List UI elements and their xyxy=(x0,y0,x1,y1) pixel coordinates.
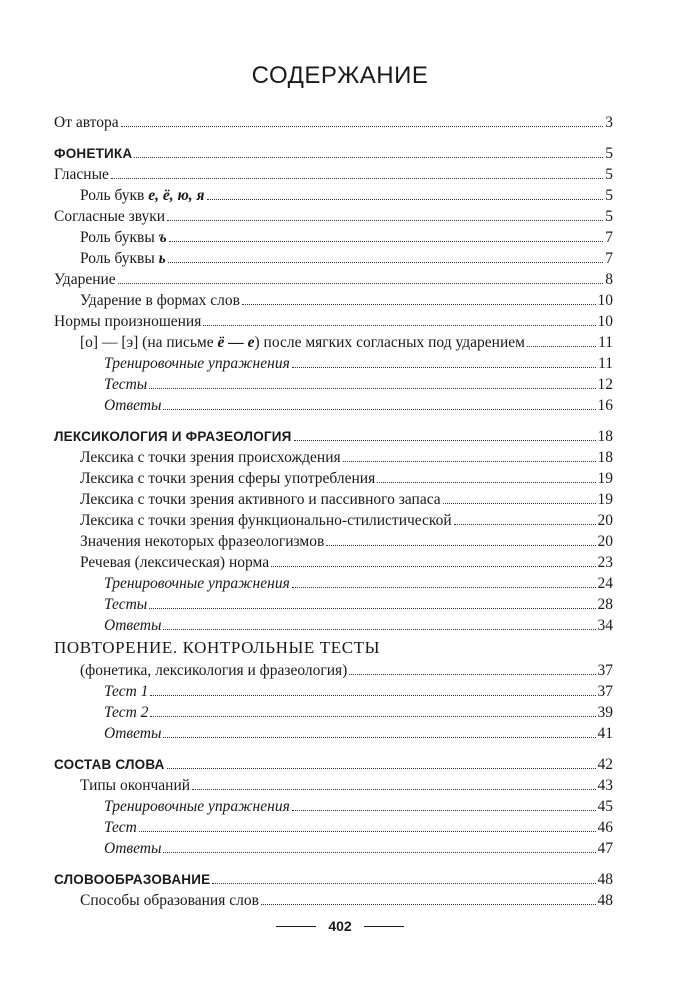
toc-entry-text: [о] — [э] (на письме ё — е) после мягких согласных под ударением xyxy=(80,334,525,351)
toc-entry-text: Гласные xyxy=(54,166,109,183)
toc-entry-trenirovochnye-2 xyxy=(54,573,613,594)
leader-dots xyxy=(443,503,596,504)
toc-entry-text: Лексика с точки зрения функционально-стилистической xyxy=(80,512,452,529)
toc-entry-text: Роль букв е, ё, ю, я xyxy=(80,187,205,204)
footer-rule-left xyxy=(276,926,316,927)
leader-dots xyxy=(207,199,604,200)
toc-entry-text: Ответы xyxy=(104,617,162,634)
page-footer xyxy=(0,918,680,934)
toc-section-sostav-slova xyxy=(54,754,613,775)
leader-dots xyxy=(134,157,603,158)
leader-dots xyxy=(163,409,595,410)
toc-entry-page: 5 xyxy=(605,166,613,183)
toc-entry-page: 19 xyxy=(597,491,613,508)
toc-entry-text: Нормы произношения xyxy=(54,313,202,330)
toc-entry-text: Тест 2 xyxy=(104,704,149,721)
leader-dots xyxy=(169,241,603,242)
toc-entry-test-2 xyxy=(54,702,613,723)
toc-entry-text: Лексика с точки зрения сферы употребления xyxy=(80,470,376,487)
toc-entry-page: 45 xyxy=(597,798,613,815)
toc-entry-page: 5 xyxy=(605,208,613,225)
toc-section-povtorenie: ПОВТОРЕНИЕ. КОНТРОЛЬНЫЕ ТЕСТЫ xyxy=(54,638,381,657)
toc-entry-text: Ударение xyxy=(54,271,116,288)
toc-entry-text: (фонетика, лексикология и фразеология) xyxy=(80,662,348,679)
leader-dots xyxy=(454,524,596,525)
toc-entry-sposoby xyxy=(54,890,613,911)
toc-entry-text: Типы окончаний xyxy=(80,777,191,794)
toc-entry-testy xyxy=(54,374,613,395)
leader-dots xyxy=(121,126,604,127)
toc-entry-ot-avtora xyxy=(54,112,613,133)
toc-entry-page: 11 xyxy=(598,355,613,372)
toc-entry-text: От автора xyxy=(54,114,119,131)
toc-entry-page: 18 xyxy=(597,428,613,445)
toc-entry-text: Ударение в формах слов xyxy=(80,292,240,309)
toc-entry-page: 46 xyxy=(597,819,613,836)
leader-dots xyxy=(150,716,595,717)
toc-entry-stilistika xyxy=(54,510,613,531)
toc-entry-text: Тренировочные упражнения xyxy=(104,798,290,815)
toc-entry-rol-bukvy-myagky xyxy=(54,248,613,269)
toc-entry-page: 47 xyxy=(597,840,613,857)
toc-entry-otvety-3 xyxy=(54,723,613,744)
leader-dots xyxy=(149,608,595,609)
toc-entry-page: 5 xyxy=(605,187,613,204)
toc-entry-page: 16 xyxy=(597,397,613,414)
toc-entry-udarenie xyxy=(54,269,613,290)
toc-entry-page: 48 xyxy=(597,871,613,888)
toc-entry-text: Роль буквы ь xyxy=(80,250,166,267)
toc-entry-text: Тренировочные упражнения xyxy=(104,355,290,372)
toc-entry-sfera xyxy=(54,468,613,489)
toc-entry-trenirovochnye xyxy=(54,353,613,374)
toc-entry-otvety-4 xyxy=(54,838,613,859)
leader-dots xyxy=(292,810,596,811)
leader-dots xyxy=(377,482,595,483)
leader-dots xyxy=(118,283,604,284)
toc-section-slovoobrazovanie xyxy=(54,869,613,890)
footer-rule-right xyxy=(364,926,404,927)
leader-dots xyxy=(163,852,595,853)
toc-entry-page: 20 xyxy=(597,533,613,550)
toc-entry-otvety xyxy=(54,395,613,416)
toc-entry-norma xyxy=(54,552,613,573)
toc-entry-frazeologizmy xyxy=(54,531,613,552)
leader-dots xyxy=(343,461,596,462)
leader-dots xyxy=(292,367,596,368)
toc-entry-testy-2 xyxy=(54,594,613,615)
leader-dots xyxy=(167,768,596,769)
leader-dots xyxy=(349,674,595,675)
toc-entry-page: 42 xyxy=(597,756,613,773)
toc-entry-page: 3 xyxy=(605,114,613,131)
toc-entry-text: Способы образования слов xyxy=(80,892,259,909)
toc-entry-otvety-2 xyxy=(54,615,613,636)
toc-entry-text: Тесты xyxy=(104,596,148,613)
leader-dots xyxy=(203,325,595,326)
leader-dots xyxy=(527,346,596,347)
toc-entry-text: Ответы xyxy=(104,840,162,857)
toc-entry-page: 20 xyxy=(597,512,613,529)
leader-dots xyxy=(150,695,595,696)
toc-section-title: ФОНЕТИКА xyxy=(54,146,133,161)
toc-entry-page: 28 xyxy=(597,596,613,613)
leader-dots xyxy=(163,737,595,738)
toc-entry-page: 7 xyxy=(605,229,613,246)
toc-entry-page: 7 xyxy=(605,250,613,267)
toc-entry-page: 24 xyxy=(597,575,613,592)
toc-entry-text: Роль буквы ъ xyxy=(80,229,167,246)
toc-entry-text: Лексика с точки зрения происхождения xyxy=(80,449,341,466)
toc-entry-page: 41 xyxy=(597,725,613,742)
toc-entry-page: 34 xyxy=(597,617,613,634)
toc-entry-proiskhozhdenie xyxy=(54,447,613,468)
toc-entry-page: 39 xyxy=(597,704,613,721)
leader-dots xyxy=(271,566,595,567)
toc-entry-page: 12 xyxy=(597,376,613,393)
toc-entry-normy xyxy=(54,311,613,332)
toc-entry-page: 19 xyxy=(597,470,613,487)
leader-dots xyxy=(242,304,596,305)
toc-entry-text: Тесты xyxy=(104,376,148,393)
toc-entry-text: Согласные звуки xyxy=(54,208,166,225)
leader-dots xyxy=(292,587,596,588)
toc-entry-tipy-okonchaniy xyxy=(54,775,613,796)
toc-entry-page: 5 xyxy=(605,145,613,162)
page-title: СОДЕРЖАНИЕ xyxy=(251,62,429,89)
toc-entry-page: 10 xyxy=(597,313,613,330)
toc-entry-page: 43 xyxy=(597,777,613,794)
toc-entry-text: Значения некоторых фразеологизмов xyxy=(80,533,325,550)
toc-entry-text: Тест 1 xyxy=(104,683,149,700)
page-number: 402 xyxy=(328,918,352,934)
toc-entry-zapas xyxy=(54,489,613,510)
toc-entry-trenirovochnye-3 xyxy=(54,796,613,817)
toc-entry-page: 23 xyxy=(597,554,613,571)
toc-entry-rol-bukvy-tverdy xyxy=(54,227,613,248)
toc-section-title: ЛЕКСИКОЛОГИЯ И ФРАЗЕОЛОГИЯ xyxy=(54,429,292,444)
leader-dots xyxy=(163,629,595,630)
leader-dots xyxy=(212,883,595,884)
leader-dots xyxy=(111,178,603,179)
toc-entry-text: Тест xyxy=(104,819,137,836)
leader-dots xyxy=(192,789,595,790)
leader-dots xyxy=(168,262,604,263)
toc-section-title: СОСТАВ СЛОВА xyxy=(54,757,165,772)
toc-entry-text: Ответы xyxy=(104,725,162,742)
toc-entry-page: 48 xyxy=(597,892,613,909)
toc-entry-text: Ответы xyxy=(104,397,162,414)
toc-entry-udarenie-formy xyxy=(54,290,613,311)
toc-section-leksikologiya xyxy=(54,426,613,447)
toc-entry-page: 11 xyxy=(598,334,613,351)
toc-entry-glasnye xyxy=(54,164,613,185)
toc-entry-page: 10 xyxy=(597,292,613,309)
leader-dots xyxy=(149,388,595,389)
table-of-contents xyxy=(54,112,613,911)
leader-dots xyxy=(139,831,596,832)
toc-entry-text: Тренировочные упражнения xyxy=(104,575,290,592)
leader-dots xyxy=(326,545,595,546)
toc-entry-page: 37 xyxy=(597,662,613,679)
toc-entry-text: Лексика с точки зрения активного и пассивного запаса xyxy=(80,491,441,508)
toc-entry-test-1 xyxy=(54,681,613,702)
toc-entry-povtorenie-sub xyxy=(54,660,613,681)
toc-entry-page: 8 xyxy=(605,271,613,288)
toc-entry-page: 18 xyxy=(597,449,613,466)
toc-entry-test xyxy=(54,817,613,838)
toc-entry-o-e xyxy=(54,332,613,353)
toc-entry-soglasnye xyxy=(54,206,613,227)
leader-dots xyxy=(167,220,603,221)
leader-dots xyxy=(294,440,596,441)
toc-entry-text: Речевая (лексическая) норма xyxy=(80,554,270,571)
toc-section-title: СЛОВООБРАЗОВАНИЕ xyxy=(54,872,211,887)
toc-entry-rol-bukv xyxy=(54,185,613,206)
leader-dots xyxy=(261,904,596,905)
toc-entry-page: 37 xyxy=(597,683,613,700)
toc-section-fonetika xyxy=(54,143,613,164)
